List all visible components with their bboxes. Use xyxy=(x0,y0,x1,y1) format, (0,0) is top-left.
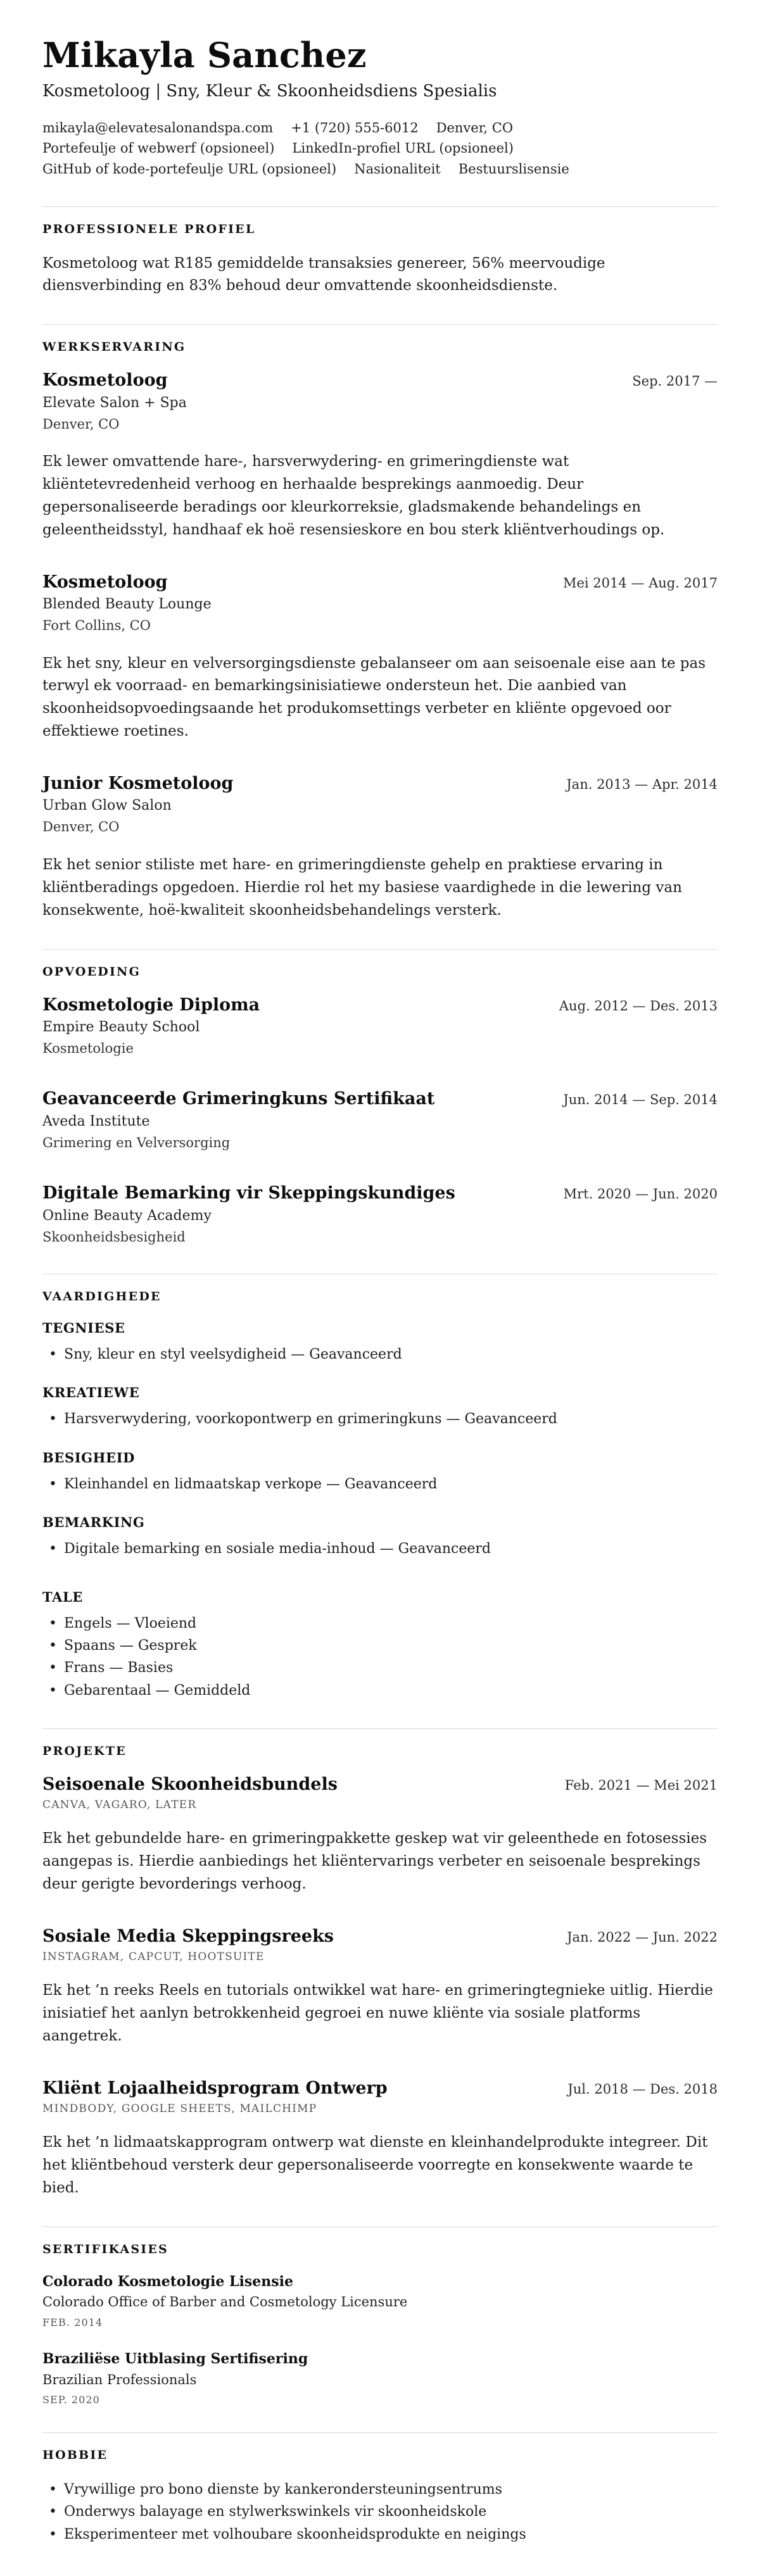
section-education xyxy=(42,949,718,1248)
skill-list xyxy=(42,1408,718,1430)
skill-item: • Harsverwydering, voorkopontwerp en grimeringkuns — Geavanceerd xyxy=(42,1408,718,1430)
education-title: Geavanceerde Grimeringkuns Sertifikaat xyxy=(42,1089,435,1109)
project-entry-head xyxy=(42,1775,718,1795)
job-title: Junior Kosmetoloog xyxy=(42,774,234,794)
job-dates: Sep. 2017 — xyxy=(632,374,718,389)
language-item: • Frans — Basies xyxy=(42,1657,718,1679)
contact-row-3 xyxy=(42,159,718,180)
project-dates: Feb. 2021 — Mei 2021 xyxy=(564,1777,718,1793)
language-list xyxy=(42,1612,718,1702)
job-entry-head xyxy=(42,572,718,593)
job-company: Elevate Salon + Spa xyxy=(42,394,187,411)
job-entry-head xyxy=(42,370,718,391)
skill-group-business xyxy=(42,1450,718,1495)
job-title: Kosmetoloog xyxy=(42,572,168,592)
job-description: Ek het senior stiliste met hare- en grimeringdienste gehelp en praktiese ervaring in kliëntberadings opgedoen. Hierdie rol het my basiese vaardighede in die lewering van konsekwente, hoë-kwaliteit skoonheidsbehandelings versterk. xyxy=(42,856,682,919)
skill-group-languages xyxy=(42,1589,718,1702)
certification-issuer: Colorado Office of Barber and Cosmetology Licensure xyxy=(42,2294,408,2310)
section-work-experience xyxy=(42,324,718,922)
profile-text: Kosmetoloog wat R185 gemiddelde transaksies genereer, 56% meervoudige diensverbinding en 83% behoud deur omvattende skoonheidsdienste. xyxy=(42,254,605,294)
certification-entry xyxy=(42,2273,718,2328)
education-title: Kosmetologie Diploma xyxy=(42,995,260,1015)
section-heading-certifications: SERTIFIKASIES xyxy=(42,2242,168,2256)
education-title: Digitale Bemarking vir Skeppingskundiges xyxy=(42,1183,455,1203)
education-school: Aveda Institute xyxy=(42,1113,150,1129)
hobby-item: • Onderwys balayage en stylwerkswinkels vir skoonheidskole xyxy=(42,2501,718,2523)
education-field: Skoonheidsbesigheid xyxy=(42,1229,186,1245)
project-entry-head xyxy=(42,1926,718,1947)
section-professional-profile xyxy=(42,206,718,298)
certification-date: SEP. 2020 xyxy=(42,2394,100,2406)
section-hobbies xyxy=(42,2432,718,2546)
project-description: Ek het ’n lidmaatskapprogram ontwerp wat dienste en kleinhandelprodukte integreer. Dit het kliëntbehoud versterk deur gepersonaliseerde voorregte en konsekwente waarde te bied. xyxy=(42,2134,708,2196)
section-heading-hobbies: HOBBIE xyxy=(42,2448,108,2463)
skill-item: • Sny, kleur en styl veelsydigheid — Geavanceerd xyxy=(42,1343,718,1366)
section-projects xyxy=(42,1728,718,2200)
skill-group-marketing xyxy=(42,1514,718,1560)
job-dates: Mei 2014 — Aug. 2017 xyxy=(562,575,718,591)
skill-group-technical xyxy=(42,1320,718,1366)
job-location: Denver, CO xyxy=(42,819,120,835)
job-entry xyxy=(42,572,718,743)
job-entry xyxy=(42,774,718,922)
education-entry-head xyxy=(42,1089,718,1109)
job-company: Blended Beauty Lounge xyxy=(42,596,212,613)
project-tools: MINDBODY, GOOGLE SHEETS, MAILCHIMP xyxy=(42,2102,317,2116)
contact-nationality: Nasionaliteit xyxy=(354,161,441,177)
skill-category-label: KREATIEWE xyxy=(42,1385,140,1401)
project-tools: CANVA, VAGARO, LATER xyxy=(42,1799,197,1812)
section-heading-projects: PROJEKTE xyxy=(42,1744,127,1758)
job-description: Ek het sny, kleur en velversorgingsdienste gebalanseer om aan seisoenale eise aan te pas terwyl ek voorraad- en bemarkingsinisiatiewe ondersteun het. Die aanbied van skoonheidsopvoedingsaande het produkomsettings verbeter en kliënte opgevoed oor effektiewe roetines. xyxy=(42,655,706,740)
contact-portfolio: Portefeulje of webwerf (opsioneel) xyxy=(42,141,275,156)
project-dates: Jul. 2018 — Des. 2018 xyxy=(567,2081,718,2097)
person-title: Kosmetoloog | Sny, Kleur & Skoonheidsdiens Spesialis xyxy=(42,82,497,101)
education-field: Kosmetologie xyxy=(42,1040,134,1056)
contact-phone: +1 (720) 555-6012 xyxy=(291,120,419,135)
contact-row-1 xyxy=(42,118,718,139)
project-entry xyxy=(42,1926,718,2048)
project-entry xyxy=(42,1775,718,1896)
project-description: Ek het gebundelde hare- en grimeringpakkette geskep wat vir geleenthede en fotosessies aangepas is. Hierdie aanbiedings het kliëntervarings verbeter en seisoenale besprekings deur gerigte bevorderings verhoog. xyxy=(42,1830,707,1892)
project-dates: Jan. 2022 — Jun. 2022 xyxy=(567,1929,718,1945)
hobby-list xyxy=(42,2479,718,2546)
hobby-item: • Vrywillige pro bono dienste by kankerondersteuningsentrums xyxy=(42,2479,718,2501)
education-dates: Jun. 2014 — Sep. 2014 xyxy=(563,1092,718,1108)
contact-row-2 xyxy=(42,138,718,159)
skill-category-label: TEGNIESE xyxy=(42,1320,125,1336)
job-entry xyxy=(42,370,718,541)
skill-list xyxy=(42,1538,718,1560)
certification-date: FEB. 2014 xyxy=(42,2316,103,2328)
hobby-item: • Eksperimenteer met volhoubare skoonheidsprodukte en neigings xyxy=(42,2523,718,2546)
skill-item: • Kleinhandel en lidmaatskap verkope — Geavanceerd xyxy=(42,1473,718,1495)
project-title: Seisoenale Skoonheidsbundels xyxy=(42,1774,338,1794)
contact-email: mikayla@elevatesalonandspa.com xyxy=(42,120,274,135)
project-entry-head xyxy=(42,2078,718,2099)
education-entry xyxy=(42,1183,718,1247)
skill-item: • Digitale bemarking en sosiale media-inhoud — Geavanceerd xyxy=(42,1538,718,1560)
education-dates: Aug. 2012 — Des. 2013 xyxy=(559,998,718,1014)
section-heading-experience: WERKSERVARING xyxy=(42,340,186,355)
contact-drivers-license: Bestuurslisensie xyxy=(458,161,569,177)
project-description: Ek het ’n reeks Reels en tutorials ontwikkel wat hare- en grimeringtegnieke uitlig. Hierdie inisiatief het aanlyn betrokkenheid gegroei en nuwe kliënte via sosiale platforms aangetrek. xyxy=(42,1982,713,2044)
job-location: Fort Collins, CO xyxy=(42,618,151,634)
job-company: Urban Glow Salon xyxy=(42,798,172,814)
language-item: • Gebarentaal — Gemiddeld xyxy=(42,1680,718,1702)
section-skills xyxy=(42,1274,718,1702)
certification-issuer: Brazilian Professionals xyxy=(42,2372,197,2387)
education-school: Empire Beauty School xyxy=(42,1019,200,1035)
project-tools: INSTAGRAM, CAPCUT, HOOTSUITE xyxy=(42,1951,265,1964)
skill-category-label: BEMARKING xyxy=(42,1514,145,1530)
language-item: • Spaans — Gesprek xyxy=(42,1635,718,1657)
language-item: • Engels — Vloeiend xyxy=(42,1612,718,1635)
contact-linkedin: LinkedIn-profiel URL (opsioneel) xyxy=(292,141,514,156)
skill-list xyxy=(42,1343,718,1366)
education-field: Grimering en Velversorging xyxy=(42,1134,231,1150)
education-entry-head xyxy=(42,995,718,1015)
project-title: Kliënt Lojaalheidsprogram Ontwerp xyxy=(42,2078,388,2098)
education-dates: Mrt. 2020 — Jun. 2020 xyxy=(563,1186,718,1202)
resume-header xyxy=(42,35,718,180)
job-location: Denver, CO xyxy=(42,416,120,432)
section-heading-profile: PROFESSIONELE PROFIEL xyxy=(42,222,256,236)
skill-category-label: TALE xyxy=(42,1589,83,1605)
skill-category-label: BESIGHEID xyxy=(42,1449,135,1466)
job-title: Kosmetoloog xyxy=(42,370,168,391)
section-heading-skills: VAARDIGHEDE xyxy=(42,1290,162,1304)
certification-name: Colorado Kosmetologie Lisensie xyxy=(42,2273,293,2290)
section-heading-education: OPVOEDING xyxy=(42,964,141,979)
project-entry xyxy=(42,2078,718,2200)
person-name: Mikayla Sanchez xyxy=(42,35,367,75)
education-entry xyxy=(42,995,718,1059)
job-entry-head xyxy=(42,774,718,794)
certification-name: Braziliëse Uitblasing Sertifisering xyxy=(42,2350,308,2367)
section-certifications xyxy=(42,2227,718,2406)
job-description: Ek lewer omvattende hare-, harsverwydering- en grimeringdienste wat kliëntetevredenheid verhoog en herhaalde besprekings aanmoedig. Deur gepersonaliseerde beradings oor kleurkorreksie, gladsmakende behandelings en geleentheidsstyl, handhaaf ek hoë resensieskore en bou sterk kliëntverhoudings op. xyxy=(42,453,665,538)
education-entry xyxy=(42,1089,718,1153)
contact-github: GitHub of kode-portefeulje URL (opsioneel) xyxy=(42,161,337,177)
skill-list xyxy=(42,1473,718,1495)
education-entry-head xyxy=(42,1183,718,1203)
project-title: Sosiale Media Skeppingsreeks xyxy=(42,1926,334,1946)
skill-group-creative xyxy=(42,1385,718,1430)
contact-location: Denver, CO xyxy=(436,120,514,135)
education-school: Online Beauty Academy xyxy=(42,1207,212,1224)
certification-entry xyxy=(42,2350,718,2406)
job-dates: Jan. 2013 — Apr. 2014 xyxy=(566,777,718,793)
